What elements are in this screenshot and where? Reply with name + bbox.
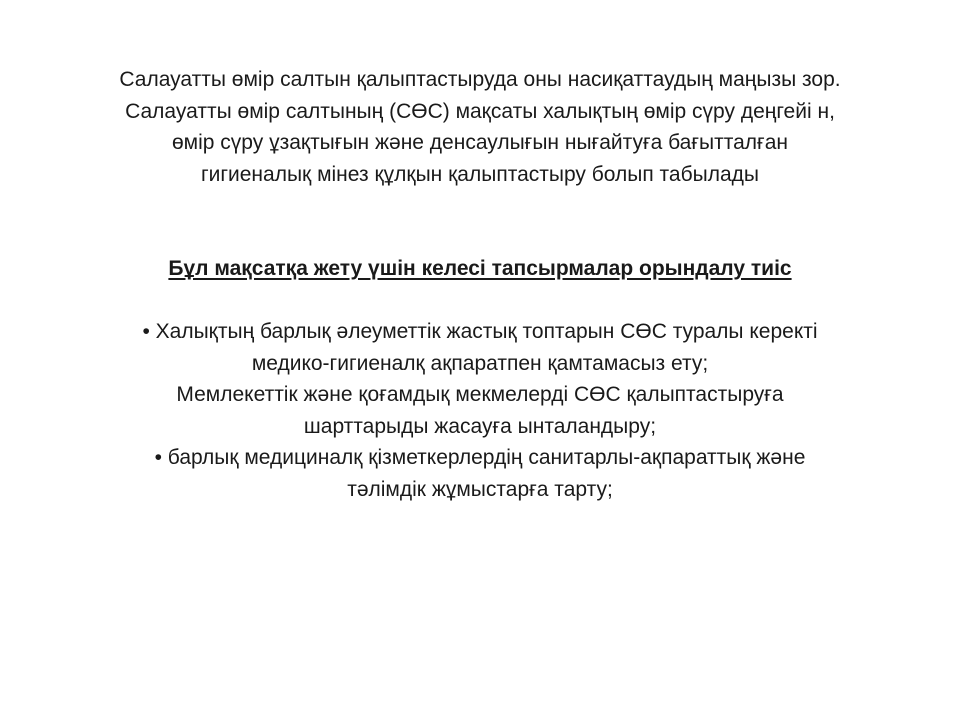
intro-line: өмір сүру ұзақтығын және денсаулығын нығайтуға бағытталған [172,131,788,154]
spacer [30,222,930,254]
slide-text [30,64,930,505]
spacer [30,285,930,317]
task-line: шарттарыды жасауға ынталандыру; [303,414,657,438]
intro-line: Салауатты өмір салтын қалыптастыруда оны насиқаттаудың маңызы зор. [119,68,841,91]
task-line: тәлімдік жұмыстарға тарту; [347,477,613,501]
intro-line: Салауатты өмір салтының (СӨС) мақсаты халықтың өмір сүру деңгейі н, [125,99,835,123]
intro-line: гигиеналық мінез құлқын қалыптастыру болып табылады [200,162,760,186]
task-line: • Халықтың барлық әлеуметтік жастық топтарын СӨС туралы керекті [142,320,818,343]
spacer [30,190,930,222]
task-line: медико-гигиеналқ ақпаратпен қамтамасыз ету; [251,351,709,375]
task-line: Мемлекеттік және қоғамдық мекмелерді СӨС қалыптастыруға [176,383,784,406]
tasks-heading: Бұл мақсатқа жету үшін келесі тапсырмалар орындалу тиіс [168,257,792,280]
task-line: • барлық медициналқ қізметкерлердің санитарлы-ақпараттық және [154,446,806,469]
